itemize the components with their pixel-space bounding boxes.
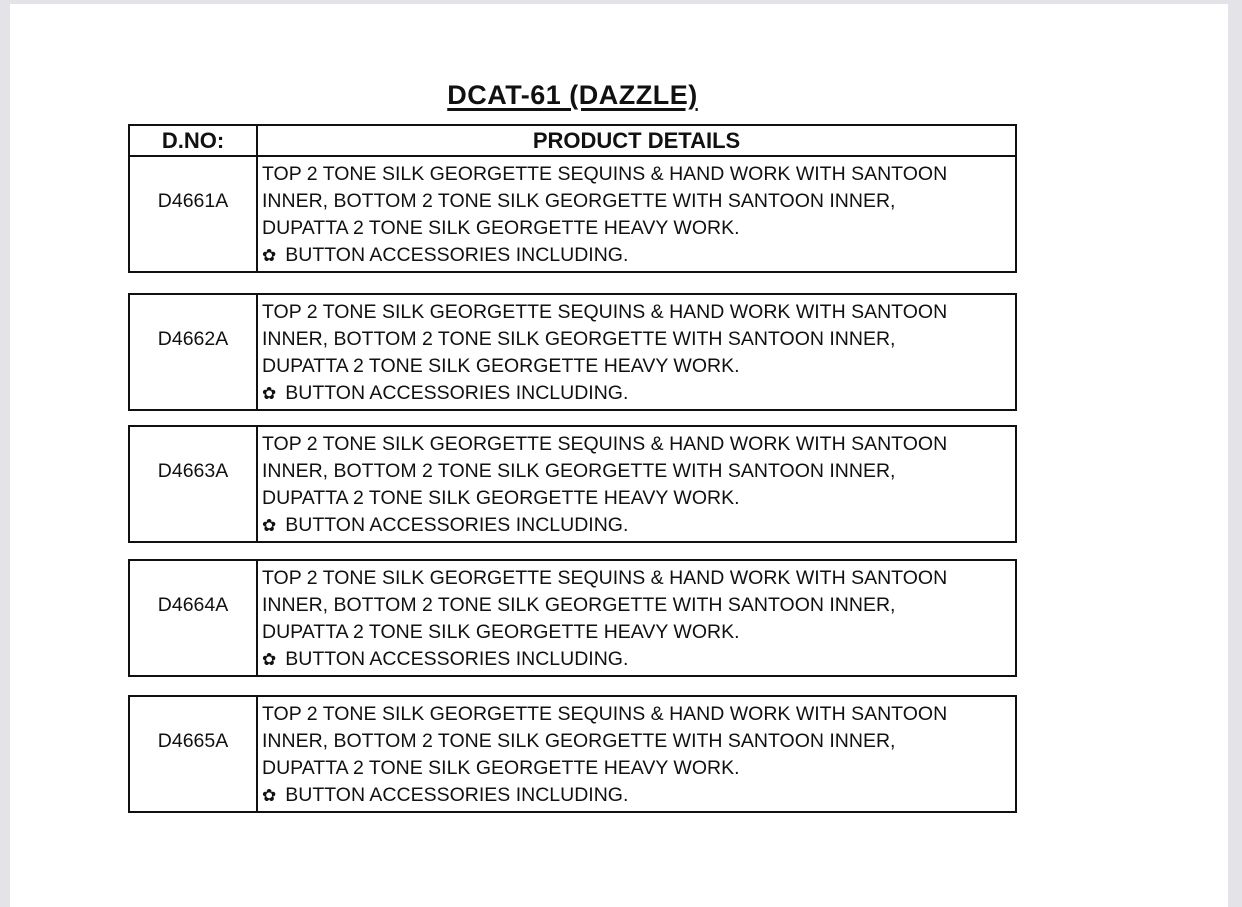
details-line: TOP 2 TONE SILK GEORGETTE SEQUINS & HAND WORK WITH SANTOON (262, 703, 948, 725)
details-line: DUPATTA 2 TONE SILK GEORGETTE HEAVY WORK. (262, 217, 740, 239)
note-line (262, 512, 1011, 539)
table-row (130, 561, 1015, 675)
product-table-block (128, 559, 1017, 677)
florette-bullet-icon: ✿ (262, 650, 277, 669)
note-line (262, 646, 1011, 673)
details-cell (258, 427, 1015, 541)
product-table-block (128, 293, 1017, 411)
details-line: INNER, BOTTOM 2 TONE SILK GEORGETTE WITH SANTOON INNER, (262, 328, 896, 350)
dno-cell: D4663A (130, 427, 258, 541)
table-row (130, 697, 1015, 811)
note-text: BUTTON ACCESSORIES INCLUDING. (285, 244, 629, 266)
header-product-details: PRODUCT DETAILS (532, 127, 741, 153)
note-text: BUTTON ACCESSORIES INCLUDING. (285, 514, 629, 536)
details-line: TOP 2 TONE SILK GEORGETTE SEQUINS & HAND WORK WITH SANTOON (262, 567, 948, 589)
header-dno: D.NO: (130, 126, 258, 155)
table-row (130, 295, 1015, 409)
document-page (10, 4, 1228, 907)
dno-cell: D4664A (130, 561, 258, 675)
note-text: BUTTON ACCESSORIES INCLUDING. (285, 648, 629, 670)
note-line (262, 380, 1011, 407)
table-row (130, 157, 1015, 271)
florette-bullet-icon: ✿ (262, 516, 277, 535)
note-line (262, 782, 1011, 809)
note-text: BUTTON ACCESSORIES INCLUDING. (285, 784, 629, 806)
note-line (262, 242, 1011, 269)
table-row (130, 427, 1015, 541)
details-line: INNER, BOTTOM 2 TONE SILK GEORGETTE WITH SANTOON INNER, (262, 730, 896, 752)
details-line: INNER, BOTTOM 2 TONE SILK GEORGETTE WITH SANTOON INNER, (262, 190, 896, 212)
page-title (128, 80, 1017, 111)
florette-bullet-icon: ✿ (262, 246, 277, 265)
details-line: DUPATTA 2 TONE SILK GEORGETTE HEAVY WORK. (262, 621, 740, 643)
note-text: BUTTON ACCESSORIES INCLUDING. (285, 382, 629, 404)
product-table-header-block (128, 124, 1017, 273)
product-table-block (128, 695, 1017, 813)
details-line: INNER, BOTTOM 2 TONE SILK GEORGETTE WITH SANTOON INNER, (262, 594, 896, 616)
details-line: INNER, BOTTOM 2 TONE SILK GEORGETTE WITH SANTOON INNER, (262, 460, 896, 482)
florette-bullet-icon: ✿ (262, 384, 277, 403)
dno-cell: D4661A (130, 157, 258, 271)
details-line: TOP 2 TONE SILK GEORGETTE SEQUINS & HAND WORK WITH SANTOON (262, 301, 948, 323)
dno-cell: D4665A (130, 697, 258, 811)
table-header-row (130, 126, 1015, 157)
details-line: DUPATTA 2 TONE SILK GEORGETTE HEAVY WORK. (262, 487, 740, 509)
details-cell (258, 561, 1015, 675)
details-cell (258, 157, 1015, 271)
details-cell (258, 697, 1015, 811)
page-title-text: DCAT-61 (DAZZLE) (447, 80, 698, 110)
dno-cell: D4662A (130, 295, 258, 409)
details-line: TOP 2 TONE SILK GEORGETTE SEQUINS & HAND WORK WITH SANTOON (262, 163, 948, 185)
florette-bullet-icon: ✿ (262, 786, 277, 805)
details-line: DUPATTA 2 TONE SILK GEORGETTE HEAVY WORK. (262, 355, 740, 377)
product-table-block (128, 425, 1017, 543)
details-cell (258, 295, 1015, 409)
details-line: DUPATTA 2 TONE SILK GEORGETTE HEAVY WORK. (262, 757, 740, 779)
details-line: TOP 2 TONE SILK GEORGETTE SEQUINS & HAND WORK WITH SANTOON (262, 433, 948, 455)
